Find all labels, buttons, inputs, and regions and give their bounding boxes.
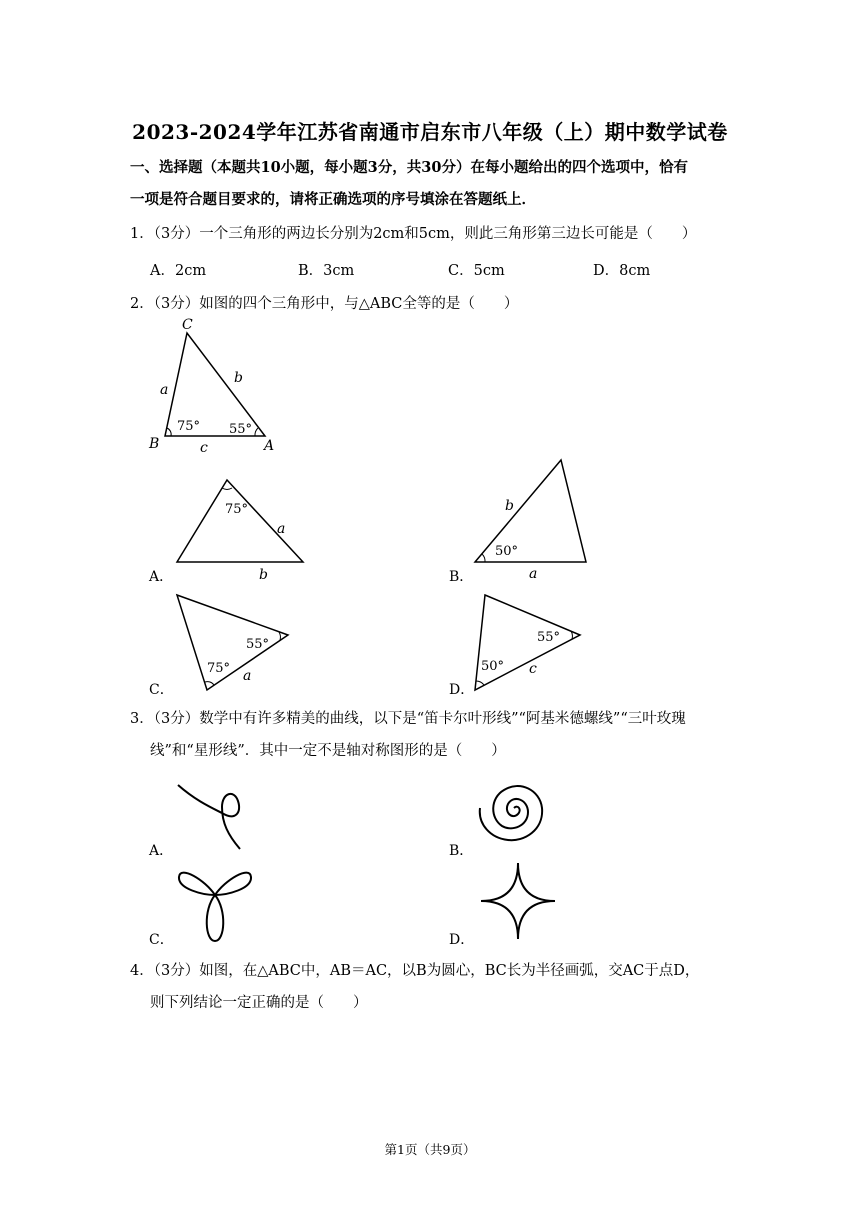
q3-option-c-label: C．: [149, 932, 174, 948]
folium-path: [178, 785, 240, 849]
q2-option-c-figure: [170, 590, 300, 700]
option-b-angle: 50°: [495, 544, 519, 559]
option-c-angle-2: 75°: [207, 661, 231, 676]
vertex-c-label: C: [182, 317, 193, 333]
option-a-side-a: a: [277, 521, 286, 537]
section-heading-line1: 一、选择题（本题共10小题，每小题3分，共30分）在每小题给出的四个选项中，恰有: [130, 159, 688, 176]
astroid-star-curve: [478, 860, 558, 942]
angle-b-value: 75°: [177, 419, 201, 434]
rose-leaf-left: [179, 873, 215, 895]
option-d-triangle: [475, 595, 580, 690]
q2-option-d-label: D．: [449, 682, 475, 698]
question-3-line2: 线”和“星形线”．其中一定不是轴对称图形的是（ ）: [150, 743, 506, 759]
question-4-line2: 则下列结论一定正确的是（ ）: [150, 995, 368, 1011]
astroid-path: [481, 863, 555, 939]
angle-a-value: 55°: [229, 422, 253, 437]
angle-b-arc: [167, 428, 171, 436]
option-a-angle: 75°: [225, 502, 249, 517]
vertex-b-label: B: [149, 436, 160, 452]
question-2-stem: 2．（3分）如图的四个三角形中，与△ABC全等的是（ ）: [130, 296, 519, 312]
q1-option-d: D．8cm: [593, 263, 651, 279]
option-c-side-a: a: [243, 668, 252, 684]
q3-option-b-label: B．: [449, 843, 474, 859]
option-d-angle-1: 55°: [537, 630, 561, 645]
option-c-angle-arc-1: [279, 632, 280, 640]
question-1-stem: 1．（3分）一个三角形的两边长分别为2cm和5cm，则此三角形第三边长可能是（ ）: [130, 226, 697, 242]
spiral-path: [480, 786, 542, 840]
side-c-label: c: [200, 440, 208, 456]
rose-leaf-bottom: [207, 895, 224, 941]
side-a-label: a: [160, 382, 169, 398]
option-a-side-b: b: [259, 567, 268, 583]
q2-main-triangle-figure: [140, 312, 300, 462]
q1-option-a: A．2cm: [150, 263, 207, 279]
side-b-label: b: [234, 370, 243, 386]
q3-option-d-label: D．: [449, 932, 475, 948]
option-c-angle-1: 55°: [246, 637, 270, 652]
q2-option-c-label: C．: [149, 682, 174, 698]
q2-option-a-label: A．: [149, 569, 174, 585]
section-heading-line2: 一项是符合题目要求的，请将正确选项的序号填涂在答题纸上．: [130, 191, 536, 208]
page-title: 2023-2024学年江苏省南通市启东市八年级（上）期中数学试卷: [132, 120, 728, 144]
q2-option-a-figure: [170, 475, 310, 585]
q1-option-b: B．3cm: [298, 263, 355, 279]
option-d-side-c: c: [529, 661, 537, 677]
option-b-angle-arc: [482, 554, 485, 562]
option-c-angle-arc-2: [205, 682, 214, 685]
rose-leaf-right: [215, 873, 251, 895]
q2-option-b-figure: [465, 455, 605, 585]
folium-of-descartes-curve: [170, 775, 260, 855]
archimedean-spiral-curve: [470, 770, 560, 850]
three-leaf-rose-curve: [175, 855, 255, 945]
question-3-line1: 3．（3分）数学中有许多精美的曲线，以下是“笛卡尔叶形线”“阿基米德螺线”“三叶玫瑰: [130, 711, 686, 727]
vertex-a-label: A: [264, 438, 275, 454]
option-c-triangle: [177, 595, 288, 690]
option-b-side-b: b: [505, 498, 514, 514]
option-b-triangle: [475, 460, 586, 562]
q2-option-b-label: B．: [449, 569, 474, 585]
question-4-line1: 4．（3分）如图，在△ABC中，AB＝AC，以B为圆心，BC长为半径画弧，交AC于点D，: [130, 963, 700, 979]
q2-option-d-figure: [465, 590, 590, 700]
option-a-angle-arc: [222, 488, 232, 489]
angle-a-arc: [255, 428, 258, 436]
option-d-angle-arc-2: [476, 681, 484, 685]
q3-option-a-label: A．: [149, 843, 174, 859]
option-b-side-a: a: [529, 566, 538, 582]
page-footer: 第1页（共9页）: [384, 1142, 476, 1157]
q1-option-c: C．5cm: [448, 263, 505, 279]
option-d-angle-2: 50°: [481, 659, 505, 674]
